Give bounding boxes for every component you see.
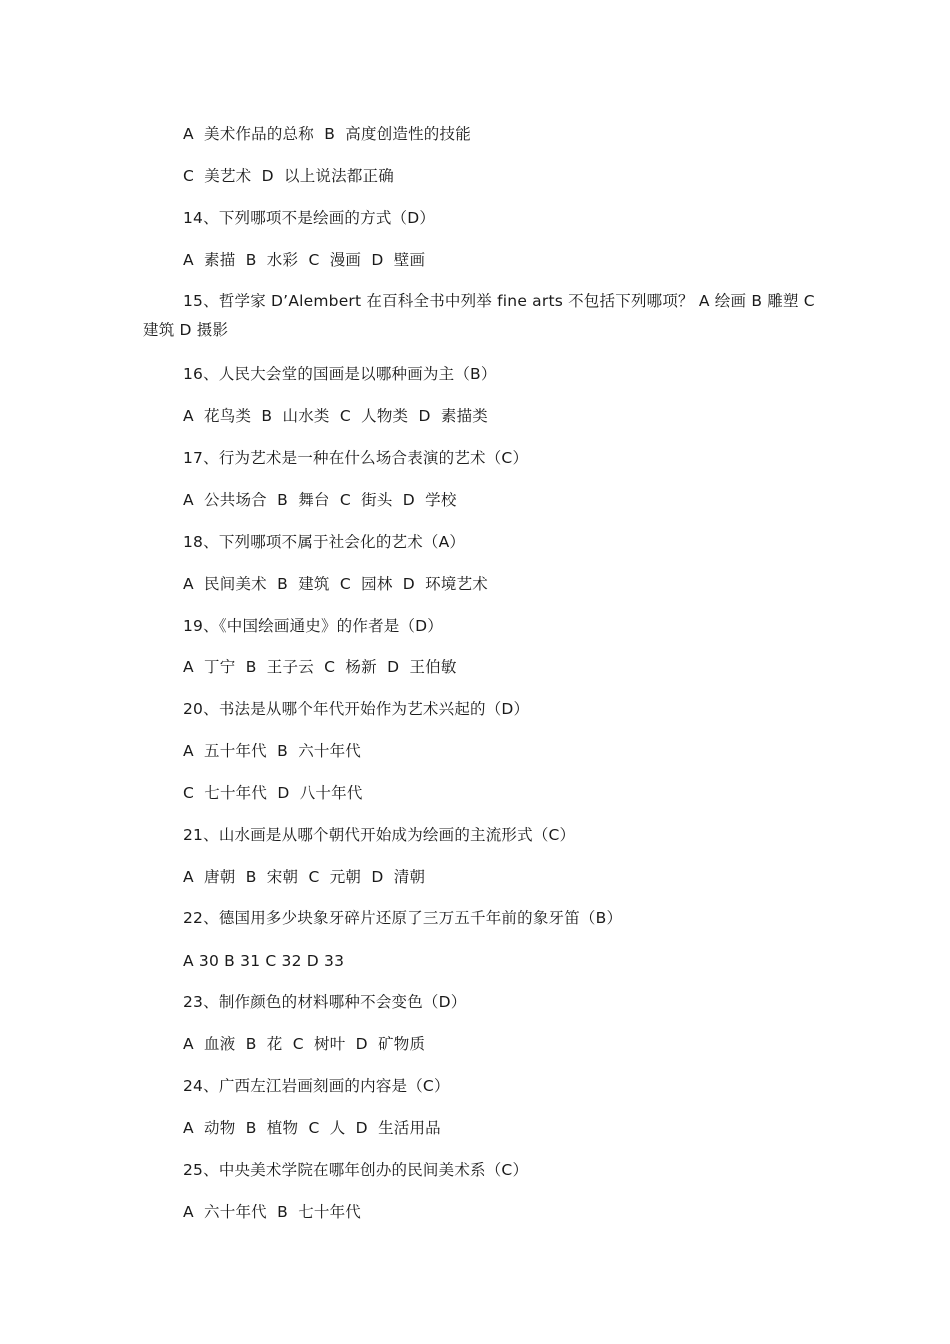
answer-options-line: A 公共场合 B 舞台 C 街头 D 学校	[183, 491, 457, 509]
question-line: 21、山水画是从哪个朝代开始成为绘画的主流形式（C）	[183, 826, 576, 844]
question-line: 22、德国用多少块象牙碎片还原了三万五千年前的象牙笛（B）	[183, 909, 623, 927]
answer-options-line: C 七十年代 D 八十年代	[183, 784, 363, 802]
answer-options-line: C 美艺术 D 以上说法都正确	[183, 167, 394, 185]
question-line: 18、下列哪项不属于社会化的艺术（A）	[183, 533, 466, 551]
question-line: 14、下列哪项不是绘画的方式（D）	[183, 209, 436, 227]
answer-options-line: A 丁宁 B 王子云 C 杨新 D 王伯敏	[183, 658, 457, 676]
question-line: 19、《中国绘画通史》的作者是（D）	[183, 617, 444, 635]
answer-options-line: A 动物 B 植物 C 人 D 生活用品	[183, 1119, 441, 1137]
answer-options-line: A 美术作品的总称 B 高度创造性的技能	[183, 125, 471, 143]
answer-options-line: A 素描 B 水彩 C 漫画 D 壁画	[183, 251, 426, 269]
question-line: 20、书法是从哪个年代开始作为艺术兴起的（D）	[183, 700, 530, 718]
question-line: 24、广西左江岩画刻画的内容是（C）	[183, 1077, 450, 1095]
answer-options-line: A 六十年代 B 七十年代	[183, 1203, 361, 1221]
question-text: 15、哲学家 D’Alembert 在百科全书中列举 fine arts 不包括下列哪项？ A 绘画 B 雕塑 C 建筑 D 摄影	[143, 292, 815, 339]
question-line: 23、制作颜色的材料哪种不会变色（D）	[183, 993, 467, 1011]
question-line: 17、行为艺术是一种在什么场合表演的艺术（C）	[183, 449, 529, 467]
answer-options-line: A 民间美术 B 建筑 C 园林 D 环境艺术	[183, 575, 488, 593]
answer-options-line: A 五十年代 B 六十年代	[183, 742, 361, 760]
answer-options-line: A 30 B 31 C 32 D 33	[183, 952, 345, 970]
answer-options-line: A 唐朝 B 宋朝 C 元朝 D 清朝	[183, 868, 426, 886]
question-line: 16、人民大会堂的国画是以哪种画为主（B）	[183, 365, 497, 383]
question-line	[143, 287, 823, 345]
answer-options-line: A 血液 B 花 C 树叶 D 矿物质	[183, 1035, 426, 1053]
answer-options-line: A 花鸟类 B 山水类 C 人物类 D 素描类	[183, 407, 488, 425]
question-line: 25、中央美术学院在哪年创办的民间美术系（C）	[183, 1161, 529, 1179]
